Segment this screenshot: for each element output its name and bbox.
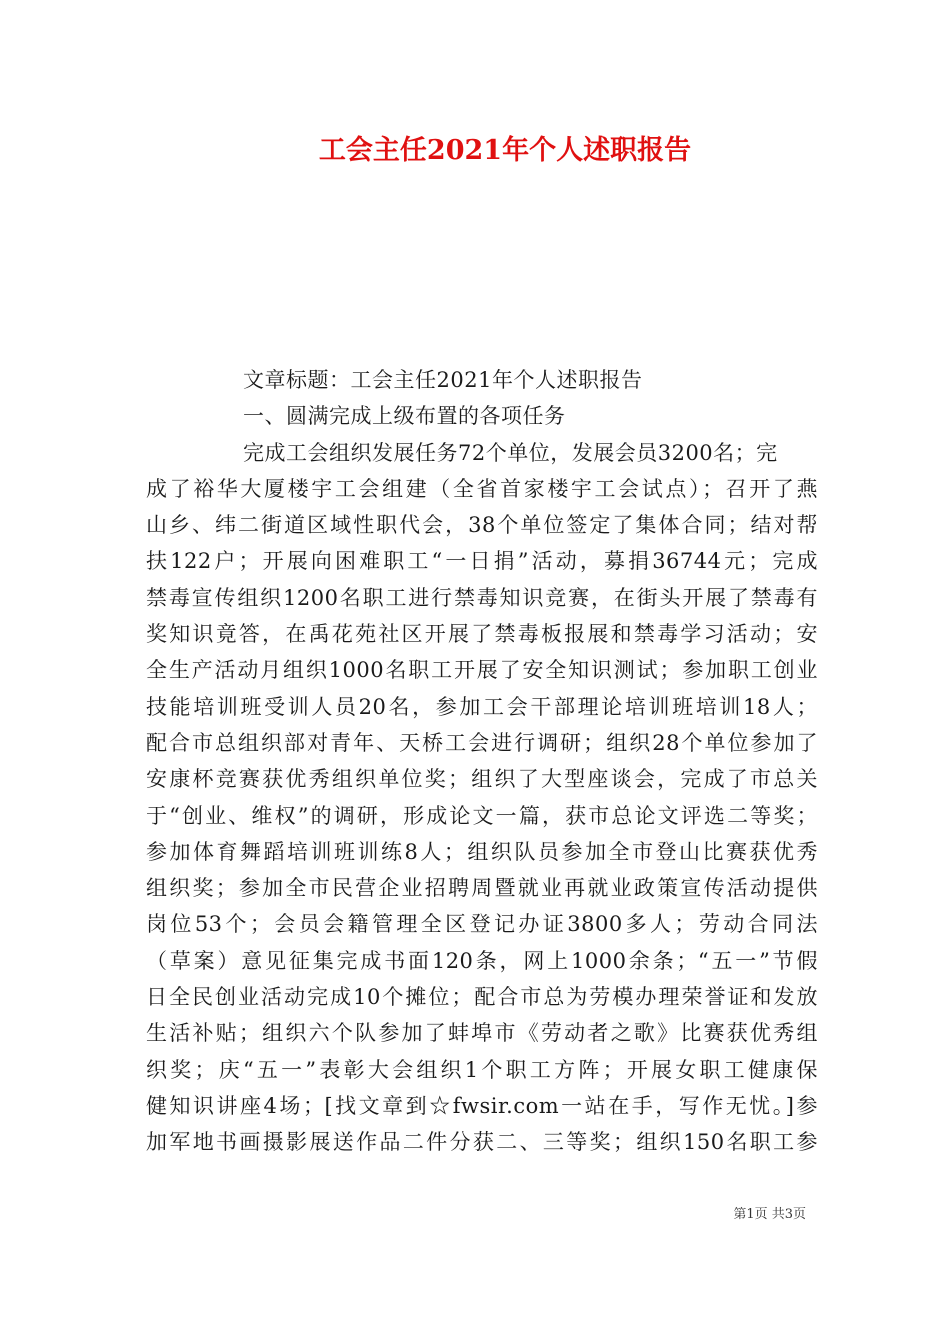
paragraph-line: 参加体育舞蹈培训班训练8人；组织队员参加全市登山比赛获优秀 <box>146 839 818 864</box>
paragraph-line: 全生产活动月组织1000名职工开展了安全知识测试；参加职工创业 <box>146 658 818 683</box>
page-indicator: 第1页 共3页 <box>733 1207 806 1222</box>
paragraph-line: 成了裕华大厦楼宇工会组建（全省首家楼宇工会试点）；召开了燕 <box>146 476 818 501</box>
paragraph-line: 日全民创业活动完成10个摊位；配合市总为劳模办理荣誉证和发放 <box>146 985 818 1010</box>
paragraph-line: 技能培训班受训人员20名，参加工会干部理论培训班培训18人； <box>146 694 818 719</box>
paragraph-line: 完成工会组织发展任务72个单位，发展会员3200名；完 <box>243 440 778 465</box>
paragraph-line: 于“创业、维权”的调研，形成论文一篇，获市总论文评选二等奖； <box>146 803 818 828</box>
paragraph-line: 健知识讲座4场；[找文章到☆fwsir.com一站在手，写作无忧。]参 <box>146 1093 818 1118</box>
document-body <box>146 362 818 1161</box>
paragraph-line: 组织奖；参加全市民营企业招聘周暨就业再就业政策宣传活动提供 <box>146 876 818 901</box>
paragraph-line: 岗位53个；会员会籍管理全区登记办证3800多人；劳动合同法 <box>146 912 818 937</box>
paragraph-line: （草案）意见征集完成书面120条，网上1000余条；“五一”节假 <box>146 948 818 973</box>
article-title-line: 文章标题：工会主任2021年个人述职报告 <box>243 368 643 392</box>
paragraph-line: 奖知识竟答，在禹花苑社区开展了禁毒板报展和禁毒学习活动；安 <box>146 622 818 647</box>
paragraph-line: 加军地书画摄影展送作品二件分获二、三等奖；组织150名职工参 <box>146 1130 818 1155</box>
paragraph-line: 山乡、纬二街道区域性职代会，38个单位签定了集体合同；结对帮 <box>146 513 818 538</box>
paragraph-line: 扶122户；开展向困难职工“一日捐”活动，募捐36744元；完成 <box>146 549 818 574</box>
document-title: 工会主任2021年个人述职报告 <box>318 135 692 166</box>
paragraph-line: 织奖；庆“五一”表彰大会组织1个职工方阵；开展女职工健康保 <box>146 1057 818 1082</box>
paragraph-line: 禁毒宣传组织1200名职工进行禁毒知识竞赛，在街头开展了禁毒有 <box>146 585 818 610</box>
section-heading: 一、圆满完成上级布置的各项任务 <box>243 404 566 429</box>
paragraph-line: 生活补贴；组织六个队参加了蚌埠市《劳动者之歌》比赛获优秀组 <box>146 1021 818 1046</box>
paragraph-line: 配合市总组织部对青年、天桥工会进行调研；组织28个单位参加了 <box>146 730 818 755</box>
paragraph-line: 安康杯竞赛获优秀组织单位奖；组织了大型座谈会，完成了市总关 <box>146 767 818 792</box>
